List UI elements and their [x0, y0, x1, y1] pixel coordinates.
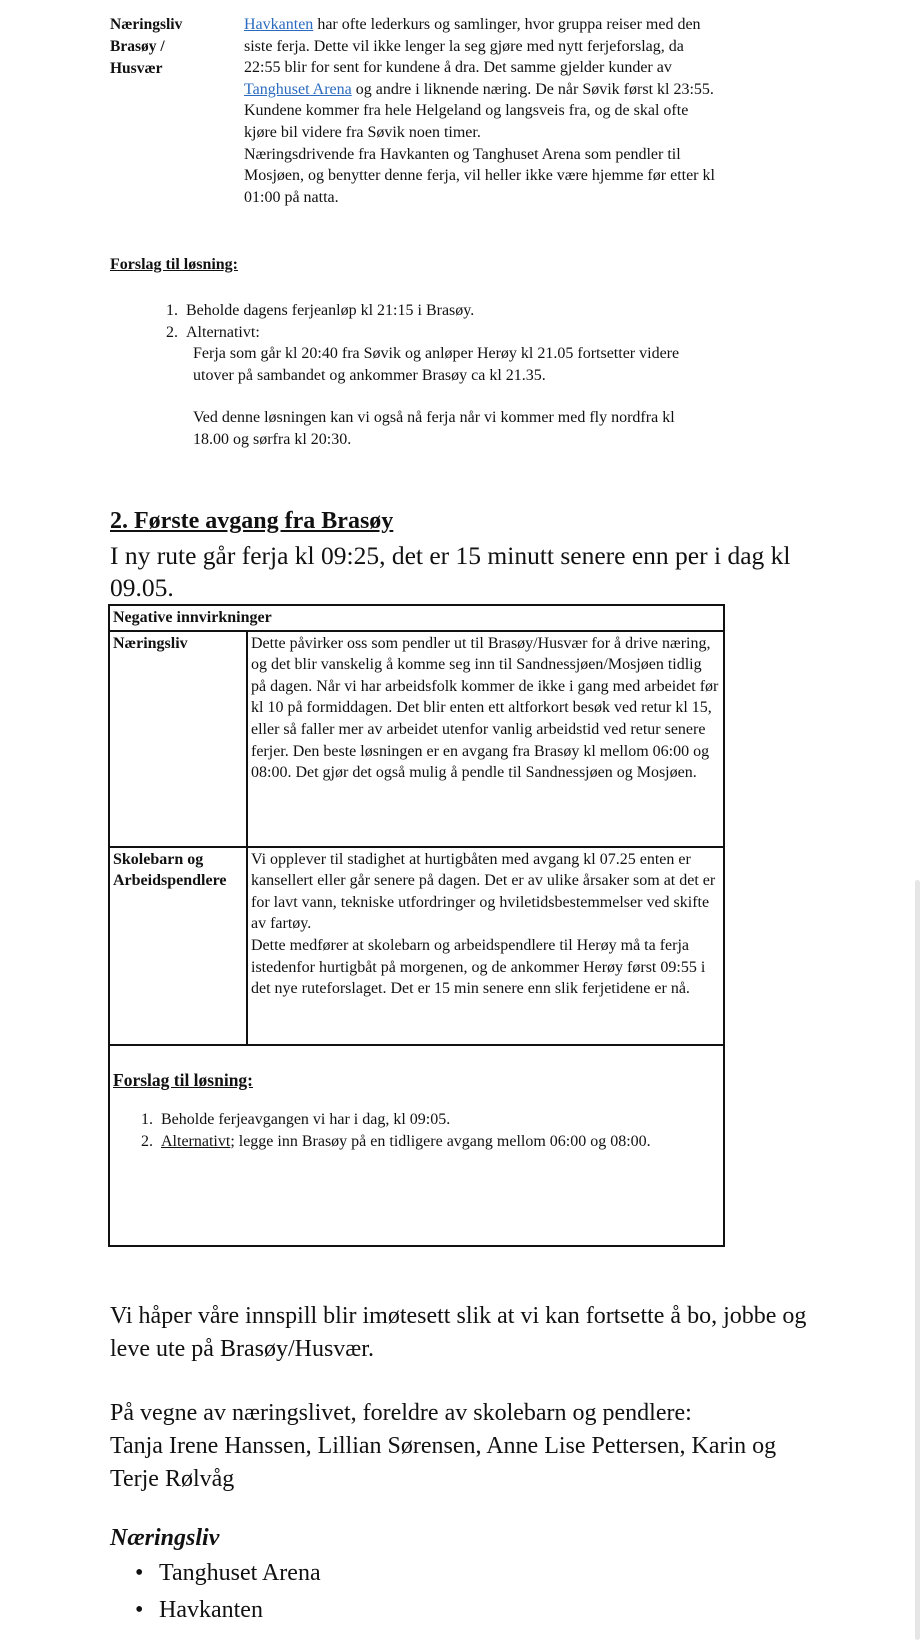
row-label: [109, 847, 247, 1045]
bullet-icon: •: [135, 1597, 144, 1623]
section-subtitle: I ny rute går ferja kl 09:25, det er 15 minutt senere enn per i dag kl 09.05.: [110, 541, 791, 602]
table-header-row: [109, 605, 724, 631]
paragraph-2: Næringsdrivende fra Havkanten og Tanghuset Arena som pendler til Mosjøen, og benytter denne ferja, vil heller ikke være hjemme før etter kl 01:00 på natta.: [244, 145, 715, 206]
list-text: ; legge inn Brasøy på en tidligere avgang mellom 06:00 og 08:00.: [230, 1132, 651, 1150]
table-solution-cell: [109, 1045, 724, 1246]
row-text-part: Vi opplever til stadighet at hurtigbåten med avgang kl 07.25 enten er kansellert eller går senere på dagen. Det er av ulike årsaker som at det er for lavt vann, tekniske utfordringer og hviletidsbestemmelser ved skifte av fartøy.: [251, 850, 716, 933]
list-number: 1.: [166, 302, 178, 319]
list-text: Tanghuset Arena: [159, 1560, 321, 1586]
table-solution-list: [113, 1109, 720, 1152]
table-solution-row: [109, 1045, 724, 1246]
row-label-line: Arbeidspendlere: [113, 872, 227, 890]
list-item: [135, 1594, 321, 1627]
row-text: Dette påvirker oss som pendler ut til Brasøy/Husvær for å drive næring, og det blir vanskelig å komme seg inn til Sandnessjøen/Mosjøen tidlig på dagen. Når vi har arbeidsfolk kommer de ikke i gang med arbeidet før kl 10 på formiddagen. Det blir enten ett altforkort besøk ved retur kl 15, eller så faller mer av arbeidet utenfor vanlig arbeidstid ved retur senere ferjer. Den beste løsningen er en avgang fra Brasøy kl mellom 06:00 og 08:00. Det gjør det også mulig å pendle til Sandnessjøen og Mosjøen.: [247, 631, 724, 847]
row-text-part: Dette medfører at skolebarn og arbeidspendlere til Herøy må ta ferja istedenfor hurtigbåt på morgenen, og de ankommer Herøy først 09:55 i det nye ruteforslaget. Det er 15 min senere enn slik ferjetidene er nå.: [251, 936, 706, 998]
list-number: 2.: [166, 323, 178, 341]
closing-hope: Vi håper våre innspill blir imøtesett slik at vi kan fortsette å bo, jobbe og leve ute på Brasøy/Husvær.: [110, 1303, 807, 1362]
solution-heading: Forslag til løsning:: [110, 256, 239, 273]
list-text: Havkanten: [159, 1597, 263, 1623]
row-label: [109, 631, 247, 847]
list-underlined: Alternativt: [161, 1132, 231, 1150]
category-label: [110, 14, 230, 80]
alternative-text-2: Ved denne løsningen kan vi også nå ferja når vi kommer med fly nordfra kl 18.00 og sørfra kl 20:30.: [193, 409, 675, 448]
business-list: [135, 1557, 321, 1627]
tanghuset-arena-link[interactable]: Tanghuset Arena: [244, 80, 352, 98]
solution-list: [166, 300, 726, 343]
closing-behalf: På vegne av næringslivet, foreldre av skolebarn og pendlere:: [110, 1400, 692, 1426]
section-title: 2. Første avgang fra Brasøy: [110, 508, 394, 534]
list-item: [166, 300, 726, 322]
list-item: [141, 1131, 720, 1153]
table-solution-heading: Forslag til løsning:: [113, 1069, 254, 1090]
paragraph-text: har ofte lederkurs og samlinger, hvor gruppa reiser med den siste ferja. Dette vil ikke lenger la seg gjøre med nytt ferjeforslag, da 22:55 blir for sent for kundene å dra. Det samme gjelder kunder av: [244, 16, 701, 77]
top-description: [244, 14, 724, 208]
category-line: Næringsliv: [110, 16, 183, 33]
category-line: Husvær: [110, 60, 163, 77]
list-number: 1.: [141, 1111, 153, 1129]
list-text: Beholde ferjeavgangen vi har i dag, kl 09:05.: [161, 1111, 451, 1129]
table-row: [109, 631, 724, 847]
list-number: 2.: [141, 1132, 153, 1150]
list-text: Beholde dagens ferjeanløp kl 21:15 i Brasøy.: [186, 302, 475, 319]
closing-names: Tanja Irene Hanssen, Lillian Sørensen, Anne Lise Pettersen, Karin og Terje Rølvåg: [110, 1433, 777, 1492]
bullet-icon: •: [135, 1560, 144, 1586]
table-header: Negative innvirkninger: [109, 605, 724, 631]
scrollbar[interactable]: [915, 880, 920, 1640]
list-item: [135, 1557, 321, 1590]
row-text: [247, 847, 724, 1045]
paragraph-text: og andre i liknende næring. De når Søvik først kl 23:55. Kundene kommer fra hele Helgeland og langsveis fra, og de skal ofte kjøre bil videre fra Søvik noen timer.: [244, 80, 714, 141]
list-text: Alternativt:: [186, 323, 260, 341]
list-item: [166, 322, 726, 344]
list-item: [141, 1109, 720, 1131]
business-heading: Næringsliv: [110, 1525, 220, 1551]
paragraph-1: [244, 14, 724, 144]
impact-table: [108, 604, 725, 1247]
row-label-line: Skolebarn og: [113, 850, 204, 868]
havkanten-link[interactable]: Havkanten: [244, 16, 314, 33]
table-row: [109, 847, 724, 1045]
row-label-line: Næringsliv: [113, 634, 188, 652]
category-line: Brasøy /: [110, 38, 165, 55]
alternative-text-1: Ferja som går kl 20:40 fra Søvik og anløper Herøy kl 21.05 fortsetter videre utover på sambandet og ankommer Brasøy ca kl 21.35.: [193, 345, 680, 384]
